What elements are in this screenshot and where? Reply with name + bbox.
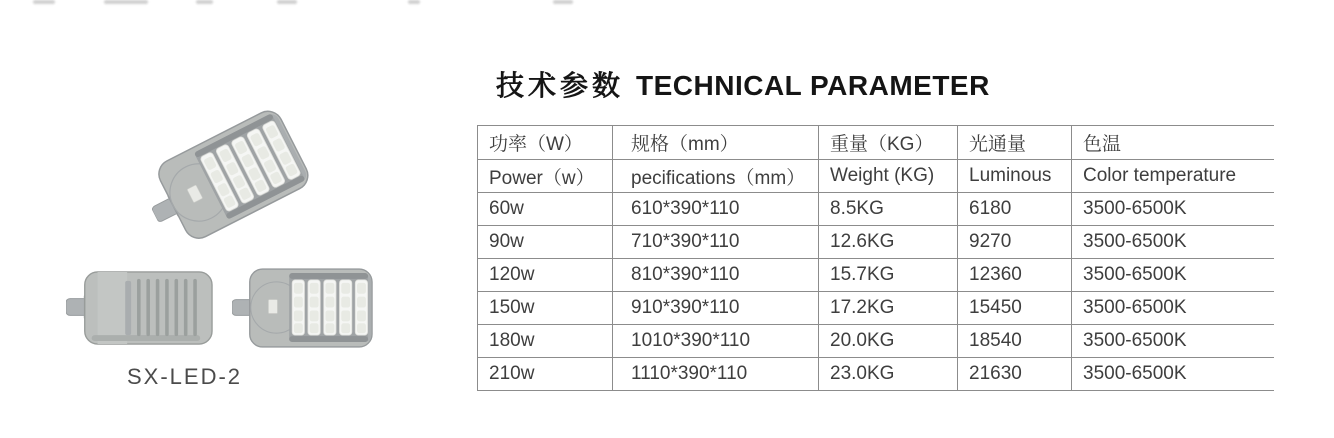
header-power-cn: 功率（W）	[478, 126, 613, 160]
product-photo-angled-front	[134, 102, 317, 256]
cell-luminous: 21630	[958, 358, 1072, 391]
table-row-120w	[478, 259, 1274, 292]
table-row-210w	[478, 358, 1274, 391]
scan-artifact	[277, 0, 297, 4]
cell-weight: 23.0KG	[819, 358, 958, 391]
technical-parameter-table	[477, 125, 1274, 391]
cell-weight: 17.2KG	[819, 292, 958, 325]
cell-weight: 8.5KG	[819, 193, 958, 226]
section-title	[496, 64, 990, 104]
header-color-temp-cn: 色温	[1072, 126, 1274, 160]
cell-weight: 20.0KG	[819, 325, 958, 358]
cell-color-temp: 3500-6500K	[1072, 292, 1274, 325]
table-row-180w	[478, 325, 1274, 358]
cell-luminous: 12360	[958, 259, 1072, 292]
cell-power: 210w	[478, 358, 613, 391]
header-weight-cn: 重量（KG）	[819, 126, 958, 160]
scan-artifact	[33, 0, 55, 4]
table-header-row-cn	[478, 126, 1274, 160]
section-title-english: TECHNICAL PARAMETER	[636, 70, 990, 101]
scan-artifact	[196, 0, 213, 4]
cell-spec: 910*390*110	[613, 292, 819, 325]
cell-spec: 1010*390*110	[613, 325, 819, 358]
cell-luminous: 6180	[958, 193, 1072, 226]
header-spec-en: pecifications（mm）	[613, 160, 819, 193]
table-row-150w	[478, 292, 1274, 325]
cell-power: 60w	[478, 193, 613, 226]
cell-spec: 610*390*110	[613, 193, 819, 226]
header-luminous-en: Luminous	[958, 160, 1072, 193]
table-row-60w	[478, 193, 1274, 226]
cell-power: 180w	[478, 325, 613, 358]
scan-artifact	[408, 0, 420, 4]
cell-luminous: 15450	[958, 292, 1072, 325]
scan-artifact	[553, 0, 573, 4]
cell-weight: 12.6KG	[819, 226, 958, 259]
cell-color-temp: 3500-6500K	[1072, 193, 1274, 226]
cell-color-temp: 3500-6500K	[1072, 226, 1274, 259]
header-spec-cn: 规格（mm）	[613, 126, 819, 160]
section-title-chinese: 技术参数	[496, 70, 625, 101]
header-power-en: Power（w）	[478, 160, 613, 193]
header-luminous-cn: 光通量	[958, 126, 1072, 160]
cell-color-temp: 3500-6500K	[1072, 325, 1274, 358]
cell-power: 90w	[478, 226, 613, 259]
product-model-label: SX-LED-2	[127, 364, 243, 389]
scan-artifact	[104, 0, 148, 4]
cell-weight: 15.7KG	[819, 259, 958, 292]
cell-color-temp: 3500-6500K	[1072, 259, 1274, 292]
cell-spec: 810*390*110	[613, 259, 819, 292]
header-weight-en: Weight (KG)	[819, 160, 958, 193]
cell-power: 150w	[478, 292, 613, 325]
cell-color-temp: 3500-6500K	[1072, 358, 1274, 391]
header-color-temp-en: Color temperature	[1072, 160, 1274, 193]
product-photo-back-view	[66, 268, 214, 348]
cell-luminous: 18540	[958, 325, 1072, 358]
cell-spec: 1110*390*110	[613, 358, 819, 391]
cell-spec: 710*390*110	[613, 226, 819, 259]
product-photo-front-view	[232, 266, 374, 350]
cell-luminous: 9270	[958, 226, 1072, 259]
table-row-90w	[478, 226, 1274, 259]
cell-power: 120w	[478, 259, 613, 292]
table-header-row-en	[478, 160, 1274, 193]
